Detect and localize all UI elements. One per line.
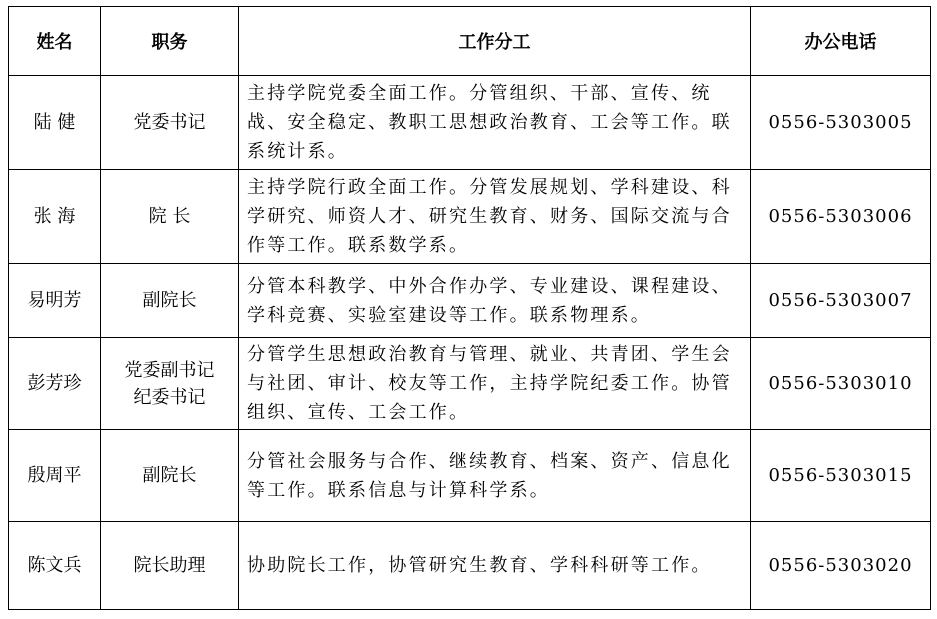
staff-duties-table — [8, 6, 931, 610]
header-phone: 办公电话 — [751, 7, 931, 76]
table-row — [9, 430, 931, 522]
cell-role — [101, 338, 239, 430]
header-name: 姓名 — [9, 7, 101, 76]
cell-role — [101, 170, 239, 264]
role-line: 纪委书记 — [133, 386, 206, 408]
cell-role — [101, 76, 239, 170]
cell-name: 彭芳珍 — [9, 338, 101, 430]
cell-phone: 0556-5303005 — [751, 76, 931, 170]
cell-name: 殷周平 — [9, 430, 101, 522]
cell-duties: 分管本科教学、中外合作办学、专业建设、课程建设、学科竞赛、实验室建设等工作。联系物理系。 — [239, 264, 751, 338]
cell-duties: 主持学院党委全面工作。分管组织、干部、宣传、统战、安全稳定、教职工思想政治教育、工会等工作。联系统计系。 — [239, 76, 751, 170]
cell-duties: 分管学生思想政治教育与管理、就业、共青团、学生会与社团、审计、校友等工作，主持学院纪委工作。协管组织、宣传、工会工作。 — [239, 338, 751, 430]
cell-phone: 0556-5303015 — [751, 430, 931, 522]
cell-name: 张 海 — [9, 170, 101, 264]
cell-phone: 0556-5303010 — [751, 338, 931, 430]
table-row — [9, 338, 931, 430]
role-line: 党委书记 — [133, 112, 206, 133]
role-line: 副院长 — [142, 465, 197, 486]
cell-duties: 主持学院行政全面工作。分管发展规划、学科建设、科学研究、师资人才、研究生教育、财务、国际交流与合作等工作。联系数学系。 — [239, 170, 751, 264]
role-line: 副院长 — [142, 290, 197, 311]
table-row — [9, 76, 931, 170]
header-role: 职务 — [101, 7, 239, 76]
header-duties: 工作分工 — [239, 7, 751, 76]
table-row — [9, 170, 931, 264]
cell-role — [101, 264, 239, 338]
cell-name: 易明芳 — [9, 264, 101, 338]
role-line: 院 长 — [148, 206, 191, 227]
cell-phone: 0556-5303007 — [751, 264, 931, 338]
role-line: 党委副书记 — [124, 359, 215, 381]
cell-phone: 0556-5303020 — [751, 522, 931, 610]
role-line: 院长助理 — [133, 555, 206, 576]
cell-duties: 协助院长工作，协管研究生教育、学科科研等工作。 — [239, 522, 751, 610]
table-row — [9, 522, 931, 610]
cell-role — [101, 522, 239, 610]
cell-role — [101, 430, 239, 522]
cell-duties: 分管社会服务与合作、继续教育、档案、资产、信息化等工作。联系信息与计算科学系。 — [239, 430, 751, 522]
header-row — [9, 7, 931, 76]
table-row — [9, 264, 931, 338]
cell-phone: 0556-5303006 — [751, 170, 931, 264]
cell-name: 陈文兵 — [9, 522, 101, 610]
cell-name: 陆 健 — [9, 76, 101, 170]
